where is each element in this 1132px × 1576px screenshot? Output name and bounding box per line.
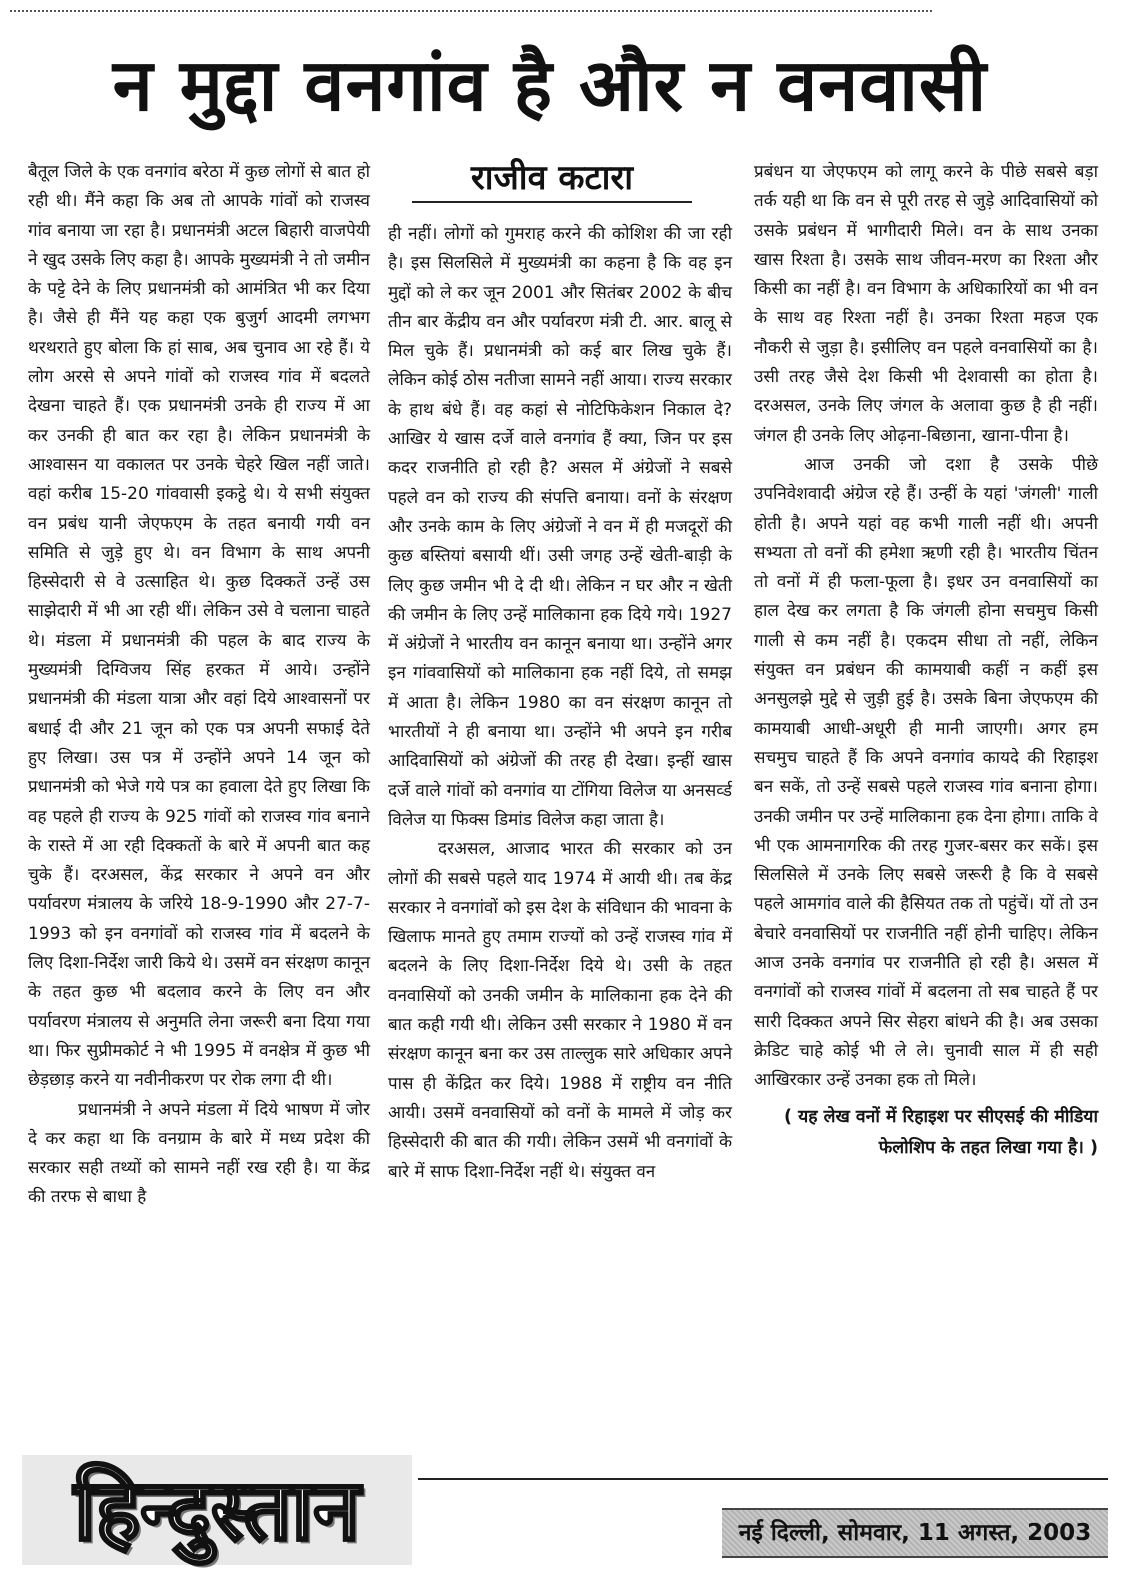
article-headline: न मुद्दा वनगांव है और न वनवासी <box>112 43 988 127</box>
paragraph: प्रधानमंत्री ने अपने मंडला में दिये भाषण में जोर दे कर कहा था कि वनग्राम के बारे में मध्य प्रदेश की सरकार सही तथ्यों को सामने नहीं रख रही है। या केंद्र की तरफ से बाधा है <box>28 1099 370 1208</box>
paragraph: प्रबंधन या जेएफएम को लागू करने के पीछे सबसे बड़ा तर्क यही था कि वन से पूरी तरह से जुड़े आदिवासियों को उसके प्रबंधन में भागीदारी मिले। वन के साथ उनका खास रिश्ता है। उसके साथ जीवन-मरण का रिश्ता और किसी का नहीं है। वन विभाग के अधिकारियों का भी वन के साथ वह रिश्ता नहीं है। उनका रिश्ता महज एक नौकरी से जुड़ा है। इसीलिए वन पहले वनवासियों का है। उसी तरह जैसे देश किसी भी देशवासी का होता है। दरअसल, उनके लिए जंगल के अलावा कुछ है ही नहीं। जंगल ही उनके लिए ओढ़ना-बिछाना, खाना-पीना है। <box>754 162 1098 446</box>
article-column-1 <box>28 158 370 1213</box>
dateline-banner: नई दिल्ली, सोमवार, 11 अगस्त, 2003 <box>722 1508 1108 1558</box>
byline-underline <box>412 201 692 203</box>
top-dotted-border <box>10 10 932 12</box>
footer-rule <box>418 1478 1108 1480</box>
article-column-2 <box>388 220 732 1187</box>
author-byline: राजीव कटारा <box>470 158 634 198</box>
newspaper-masthead-logo: हिन्दुस्तान <box>22 1455 412 1565</box>
paragraph: ही नहीं। लोगों को गुमराह करने की कोशिश की जा रही है। इस सिलसिले में मुख्यमंत्री का कहना है कि वह इन मुद्दों को ले कर जून 2001 और सितंबर 2002 के बीच तीन बार केंद्रीय वन और पर्यावरण मंत्री टी. आर. बालू से मिल चुके हैं। प्रधानमंत्री को कई बार लिख चुके हैं। लेकिन कोई ठोस नतीजा सामने नहीं आया। राज्य सरकार के हाथ बंधे हैं। वह कहां से नोटिफिकेशन निकाल दे? आखिर ये खास दर्जे वाले वनगांव हैं क्या, जिन पर इस कदर राजनीति हो रही है? असल में अंग्रेजों ने सबसे पहले वन को राज्य की संपत्ति बनाया। वनों के संरक्षण और उनके काम के लिए अंग्रेजों ने वन में ही मजदूरों की कुछ बस्तियां बसायी थीं। उसी जगह उन्हें खेती-बाड़ी के लिए कुछ जमीन भी दे दी थी। लेकिन न घर और न खेती की जमीन के लिए उन्हें मालिकाना हक दिये गये। 1927 में अंग्रेजों ने भारतीय वन कानून बनाया था। उन्होंने अगर इन गांववासियों को मालिकाना हक नहीं दिये, तो समझ में आता है। लेकिन 1980 का वन संरक्षण कानून तो भारतीयों ने ही बनाया था। उन्होंने भी अपने इन गरीब आदिवासियों को अंग्रेजों की तरह ही देखा। इन्हीं खास दर्जे वाले गांवों को वनगांव या टोंगिया विलेज या अनसर्व्ड विलेज या फिक्स डिमांड विलेज कहा जाता है। <box>388 224 733 830</box>
author-note: ( यह लेख वनों में रिहाइश पर सीएसई की मीडिया फेलोशिप के तहत लिखा गया है। ) <box>783 1106 1098 1158</box>
paragraph: दरअसल, आजाद भारत की सरकार को उन लोगों की सबसे पहले याद 1974 में आयी थी। तब केंद्र सरकार ने वनगांवों को इस देश के संविधान की भावना के खिलाफ मानते हुए तमाम राज्यों को उन्हें राजस्व गांव में बदलने के लिए दिशा-निर्देश दिये थे। उसी के तहत वनवासियों को उनकी जमीन के मालिकाना हक देने की बात कही गयी थी। लेकिन उसी सरकार ने 1980 में वन संरक्षण कानून बना कर उस ताल्लुक सारे अधिकार अपने पास ही केंद्रित कर दिये। 1988 में राष्ट्रीय वन नीति आयी। उसमें वनवासियों को वनों के मामले में जोड़ कर हिस्सेदारी की बात की गयी। लेकिन उसमें भी वनगांवों के बारे में साफ दिशा-निर्देश नहीं थे। संयुक्त वन <box>388 839 732 1182</box>
paragraph: बैतूल जिले के एक वनगांव बरेठा में कुछ लोगों से बात हो रही थी। मैंने कहा कि अब तो आपके गांवों को राजस्व गांव बनाया जा रहा है। प्रधानमंत्री अटल बिहारी वाजपेयी ने खुद उसके लिए कहा है। आपके मुख्यमंत्री ने तो जमीन के पट्टे देने के लिए प्रधानमंत्री को आमंत्रित भी कर दिया है। जैसे ही मैंने यह कहा एक बुजुर्ग आदमी लगभग थरथराते हुए बोला कि हां साब, अब चुनाव आ रहे हैं। ये लोग अरसे से अपने गांवों को राजस्व गांव में बदलते देखना चाहते हैं। एक प्रधानमंत्री उनके ही राज्य में आ कर उनकी ही बात कर रहा है। लेकिन प्रधानमंत्री के आश्वासन या वकालत पर उनके चेहरे खिल नहीं जाते। वहां करीब 15-20 गांववासी इकट्ठे थे। ये सभी संयुक्त वन प्रबंध यानी जेएफएम के तहत बनायी गयी वन समिति से जुड़े हुए थे। वन विभाग के साथ अपनी हिस्सेदारी से वे उत्साहित थे। कुछ दिक्कतें उन्हें उस साझेदारी में भी आ रही थीं। लेकिन उसे वे चलाना चाहते थे। मंडला में प्रधानमंत्री की पहल के बाद राज्य के मुख्यमंत्री दिग्विजय सिंह हरकत में आये। उन्होंने प्रधानमंत्री की मंडला यात्रा और वहां दिये आश्वासनों पर बधाई दी और 21 जून को एक पत्र अपनी सफाई देते हुए लिखा। उस पत्र में उन्होंने अपने 14 जून को प्रधानमंत्री को भेजे गये पत्र का हवाला देते हुए लिखा कि वह पहले ही राज्य के 925 गांवों को राजस्व गांव बनाने के रास्ते में आ रही दिक्कतों के बारे में अपनी बात कह चुके हैं। दरअसल, केंद्र सरकार ने अपने वन और पर्यावरण मंत्रालय के जरिये 18-9-1990 और 27-7-1993 को इन वनगांवों को राजस्व गांव में बदलने के लिए दिशा-निर्देश जारी किये थे। उसमें वन संरक्षण कानून के तहत कुछ भी बदलाव करने के लिए वन और पर्यावरण मंत्रालय से अनुमति लेना जरूरी बना दिया गया था। फिर सुप्रीमकोर्ट ने भी 1995 में वनक्षेत्र में कुछ भी छेड़छाड़ करने या नवीनीकरण पर रोक लगा दी थी। <box>28 162 370 1091</box>
article-column-3 <box>754 158 1098 1164</box>
paragraph: आज उनकी जो दशा है उसके पीछे उपनिवेशवादी अंग्रेज रहे हैं। उन्हीं के यहां 'जंगली' गाली होती है। अपने यहां वह कभी गाली नहीं थी। अपनी सभ्यता तो वनों की हमेशा ऋणी रही है। भारतीय चिंतन तो वनों में ही फला-फूला है। इधर उन वनवासियों का हाल देख कर लगता है कि जंगली होना सचमुच किसी गाली से कम नहीं है। एकदम सीधा तो नहीं, लेकिन संयुक्त वन प्रबंधन की कामयाबी कहीं न कहीं इस अनसुलझे मुद्दे से जुड़ी हुई है। उसके बिना जेएफएम की कामयाबी आधी-अधूरी ही मानी जाएगी। अगर हम सचमुच चाहते हैं कि अपने वनगांव कायदे की रिहाइश बन सकें, तो उन्हें सबसे पहले राजस्व गांव बनाना होगा। उनकी जमीन पर उन्हें मालिकाना हक देना होगा। ताकि वे भी एक आमनागरिक की तरह गुजर-बसर कर सकें। इस सिलसिले में उनके लिए सबसे जरूरी है कि वे सबसे पहले आमगांव वाले की हैसियत तक तो पहुंचें। यों तो उन बेचारे वनवासियों पर राजनीति नहीं होनी चाहिए। लेकिन आज उनके वनगांव पर राजनीति हो रही है। असल में वनगांवों को राजस्व गांवों में बदलना तो सब चाहते हैं पर सारी दिक्कत अपने सिर सेहरा बांधने की है। अब उसका क्रेडिट चाहे कोई भी ले ले। चुनावी साल में ही सही आखिरकार उन्हें उनका हक तो मिले। <box>754 454 1098 1091</box>
